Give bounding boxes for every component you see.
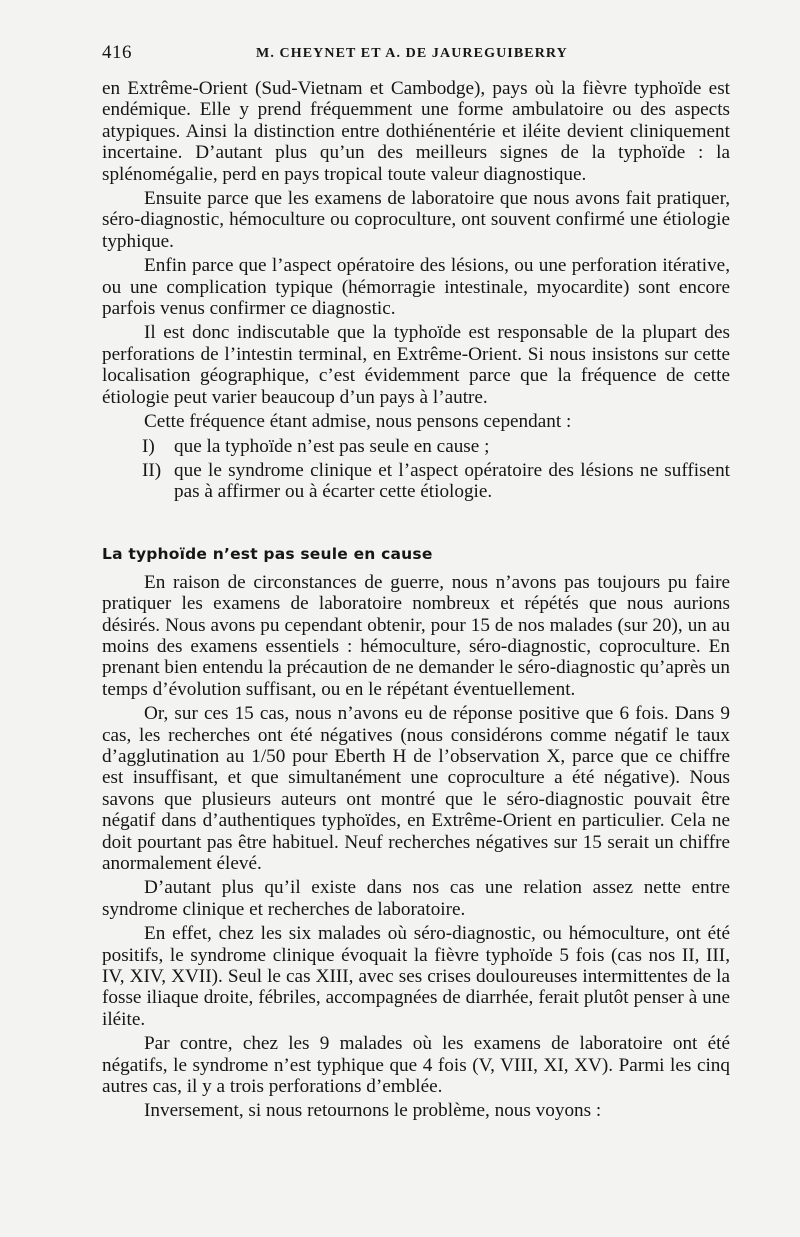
paragraph-nine-patients: Par contre, chez les 9 malades où les examens de laboratoire ont été négatifs, le syndrome n’est typhique que 4 fois (V, VIII, XI, XV). Parmi les cinq autres cas, il y a trois perforations d’emblée. bbox=[102, 1033, 730, 1098]
section-heading: La typhoïde n’est pas seule en cause bbox=[102, 544, 433, 563]
document-page bbox=[102, 38, 730, 1122]
list-text: que la typhoïde n’est pas seule en cause ; bbox=[174, 435, 490, 457]
list-item bbox=[142, 460, 730, 503]
paragraph-fifteen-cases: Or, sur ces 15 cas, nous n’avons eu de réponse positive que 6 fois. Dans 9 cas, les recherches ont été négatives (nous considérons comme négatif le taux d’agglutination au 1/50 pour Eberth H de l’observation X, parce que ce chiffre est insuffisant, et que simultanément une coproculture a été négative). Nous savons que plusieurs auteurs ont montré que le séro-diagnostic pouvait être négatif dans d’authentiques typhoïdes, en Extrême-Orient en particulier. Cela ne doit pourtant pas être habituel. Neuf recherches négatives sur 15 serait un chiffre anormalement élevé. bbox=[102, 703, 730, 874]
list-number: I) bbox=[142, 435, 155, 457]
paragraph-typhoid-responsible: Il est donc indiscutable que la typhoïde est responsable de la plupart des perforations de l’intestin terminal, en Extrême-Orient. Si nous insistons sur cette localisation géographique, c’est évidemment parce que la fréquence de cette étiologie peut varier beaucoup d’un pays à l’autre. bbox=[102, 322, 730, 408]
page-header bbox=[102, 38, 730, 64]
paragraph-continuation: en Extrême-Orient (Sud-Vietnam et Cambodge), pays où la fièvre typhoïde est endémique. Elle y prend fréquemment une forme ambulatoire ou des aspects atypiques. Ainsi la distinction entre dothiénentérie et iléite devient cliniquement incertaine. D’autant plus qu’un des meilleurs signes de la typhoïde : la splénomégalie, perd en pays tropical toute valeur diagnostique. bbox=[102, 78, 730, 185]
paragraph-circumstances: En raison de circonstances de guerre, nous n’avons pas toujours pu faire pratiquer les examens de laboratoire nombreux et répétés que nous aurions désirés. Nous avons pu cependant obtenir, pour 15 de nos malades (sur 20), un au moins des examens essentiels : hémoculture, séro-diagnostic, coproculture. En prenant bien entendu la précaution de ne demander le séro-diagnostic qu’après un temps d’évolution suffisant, ou en le répétant éventuellement. bbox=[102, 571, 730, 700]
page-number: 416 bbox=[102, 42, 132, 63]
paragraph-frequency: Cette fréquence étant admise, nous pensons cependant : bbox=[144, 411, 572, 433]
paragraph-inversely: Inversement, si nous retournons le problème, nous voyons : bbox=[144, 1100, 602, 1122]
paragraph-relation: D’autant plus qu’il existe dans nos cas une relation assez nette entre syndrome clinique et recherches de laboratoire. bbox=[102, 877, 730, 920]
list-number: II) bbox=[142, 459, 162, 481]
list-item bbox=[142, 436, 730, 457]
paragraph-laboratory: Ensuite parce que les examens de laboratoire que nous avons fait pratiquer, séro-diagnostic, hémoculture ou coproculture, ont souvent confirmé une étiologie typhique. bbox=[102, 188, 730, 252]
paragraph-six-patients: En effet, chez les six malades où séro-diagnostic, ou hémoculture, ont été positifs, le syndrome clinique évoquait la fièvre typhoïde 5 fois (cas nos II, III, IV, XIV, XVII). Seul le cas XIII, avec ses crises douloureuses intermittentes de la fosse iliaque droite, fébriles, accompagnées de diarrhée, ferait plutôt penser à une iléite. bbox=[102, 923, 730, 1030]
paragraph-operative-aspect: Enfin parce que l’aspect opératoire des lésions, ou une perforation itérative, ou une complication typique (hémorragie intestinale, myocardite) sont encore parfois venus confirmer ce diagnostic. bbox=[102, 255, 730, 320]
list-text: que le syndrome clinique et l’aspect opératoire des lésions ne suffisent pas à affirmer ou à écarter cette étiologie. bbox=[174, 459, 730, 503]
running-head: M. CHEYNET ET A. DE JAUREGUIBERRY bbox=[256, 46, 568, 61]
